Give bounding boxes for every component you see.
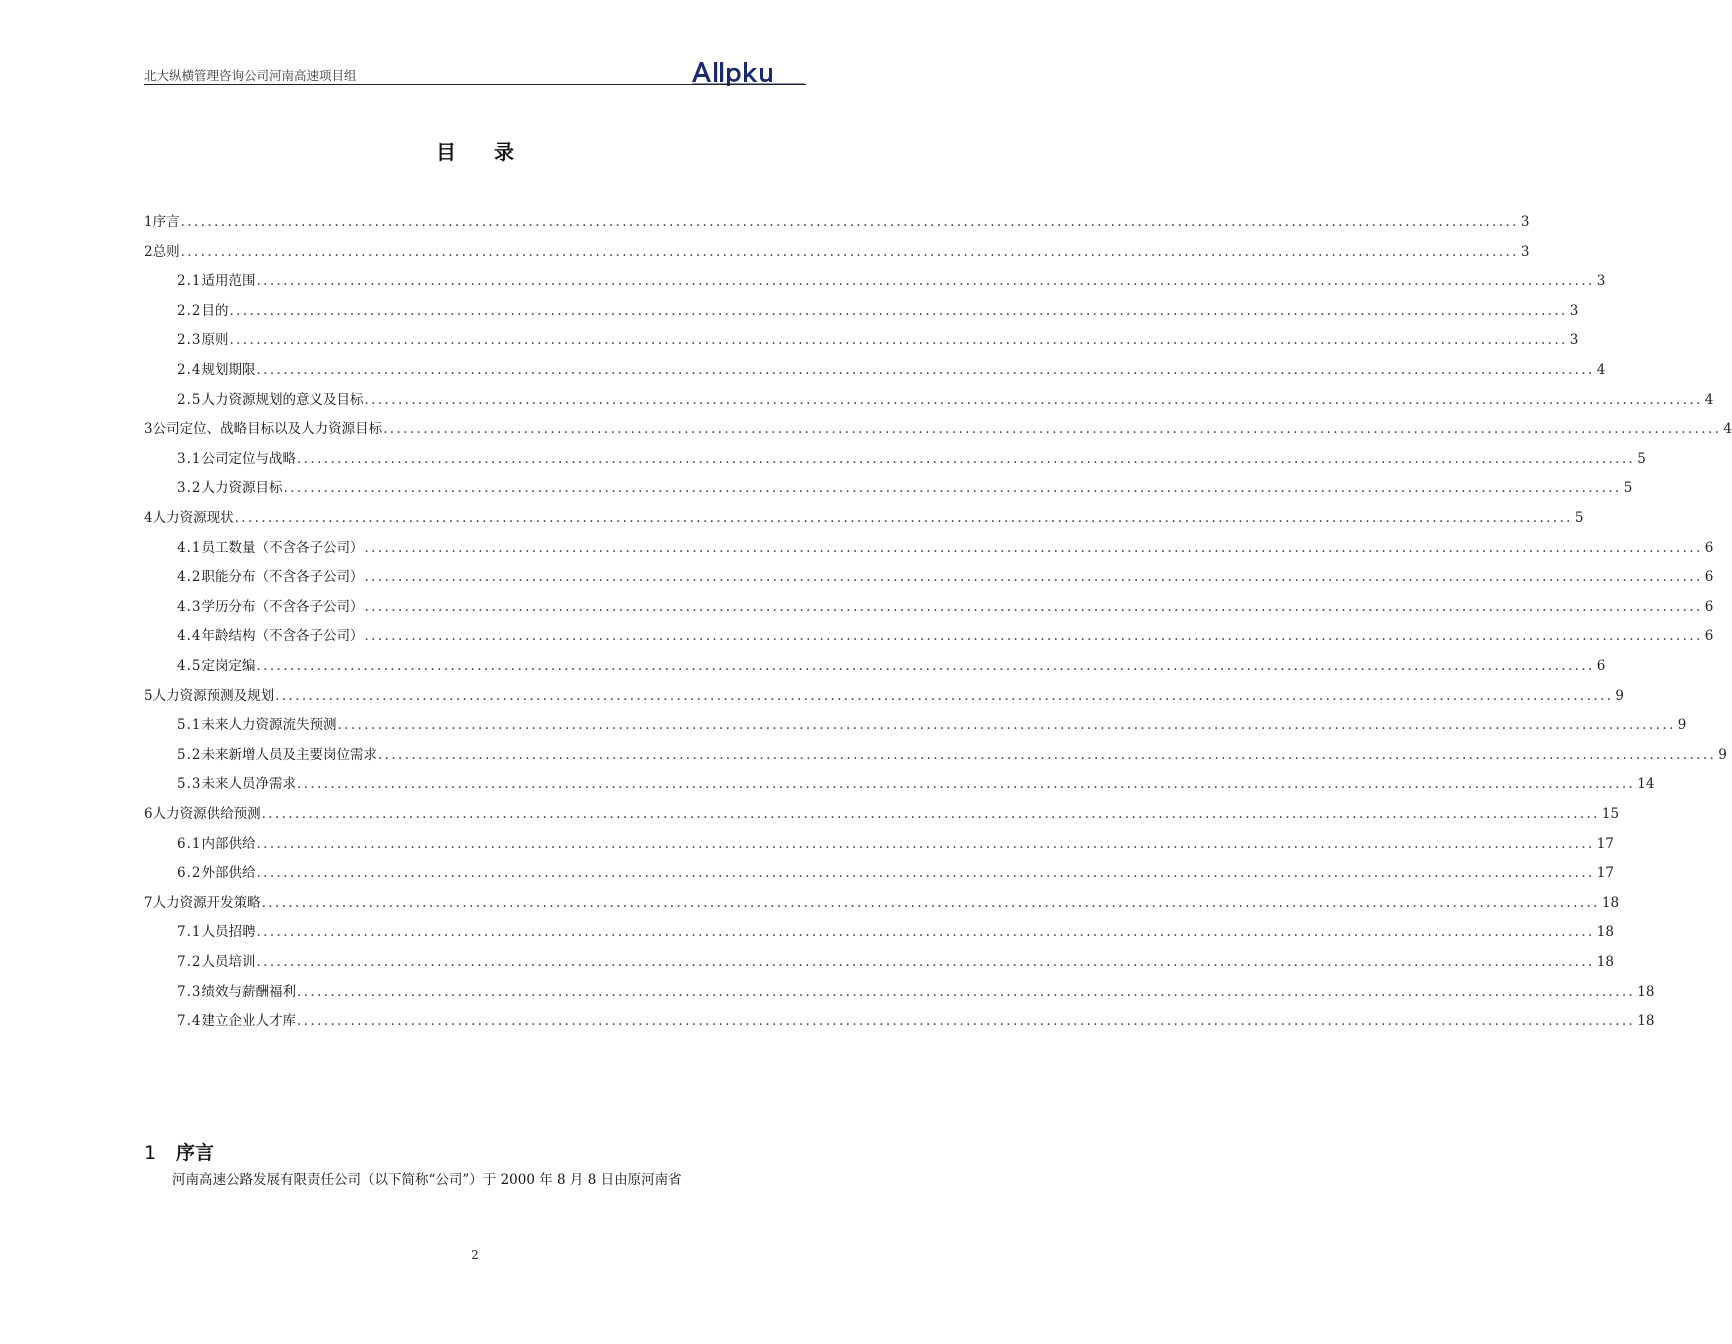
toc-leader-dots: ........................................................................................................................................................................................................ — [296, 776, 1636, 793]
toc-entry-number: 3.2 — [177, 480, 202, 497]
section-number: 1 — [144, 1142, 157, 1164]
toc-entry[interactable] — [177, 861, 1614, 885]
toc-leader-dots: ........................................................................................................................................................................................................ — [261, 894, 1600, 911]
toc-entry-number: 6 — [144, 806, 153, 822]
toc-entry[interactable] — [144, 240, 1530, 264]
toc-entry[interactable] — [177, 772, 1655, 796]
toc-entry-page: 3 — [1520, 243, 1530, 260]
toc-entry-text: 序言 — [152, 214, 180, 230]
toc-entry-page: 18 — [1596, 924, 1614, 941]
toc-leader-dots: ........................................................................................................................................................................................................ — [256, 924, 1595, 941]
toc-leader-dots: ........................................................................................................................................................................................................ — [364, 598, 1703, 615]
toc-entry[interactable] — [144, 506, 1584, 530]
toc-entry[interactable] — [144, 891, 1620, 915]
toc-entry-number: 4 — [144, 510, 153, 526]
toc-entry-page: 15 — [1601, 806, 1620, 822]
toc-entry-page: 6 — [1704, 569, 1714, 586]
toc-entry-text: 人力资源规划的意义及目标 — [201, 391, 364, 408]
toc-entry-text: 公司定位、战略目标以及人力资源目标 — [152, 421, 383, 438]
toc-leader-dots: ........................................................................................................................................................................................................ — [296, 983, 1636, 1000]
toc-leader-dots: ........................................................................................................................................................................................................ — [337, 717, 1676, 734]
toc-entry[interactable] — [177, 1009, 1655, 1033]
toc-entry-page: 18 — [1601, 894, 1620, 911]
toc-entry[interactable] — [177, 476, 1633, 500]
toc-entry-page: 18 — [1637, 983, 1655, 1000]
toc-entry-page: 3 — [1520, 214, 1530, 230]
toc-entry-number: 2.5 — [177, 391, 202, 408]
toc-entry-text: 人员招聘 — [201, 924, 256, 941]
toc-entry-page: 4 — [1596, 362, 1606, 378]
toc-entry[interactable] — [177, 950, 1614, 974]
toc-entry[interactable] — [177, 832, 1614, 856]
toc-entry-page: 6 — [1704, 598, 1714, 615]
toc-leader-dots: ........................................................................................................................................................................................................ — [256, 658, 1595, 674]
toc-entry-number: 5.1 — [177, 717, 202, 734]
toc-entry-text: 人力资源供给预测 — [152, 806, 261, 822]
toc-leader-dots: ........................................................................................................................................................................................................ — [256, 362, 1595, 378]
toc-entry-page: 5 — [1637, 450, 1646, 467]
toc-entry[interactable] — [177, 536, 1714, 560]
toc-entry-page: 4 — [1723, 421, 1732, 438]
toc-leader-dots: ........................................................................................................................................................................................................ — [296, 450, 1636, 467]
toc-entry-number: 7.1 — [177, 924, 202, 941]
toc-entry-number: 5 — [144, 687, 153, 704]
toc-entry-number: 4.5 — [177, 658, 202, 674]
toc-entry-text: 未来新增人员及主要岗位需求 — [201, 746, 377, 763]
toc-entry-page: 3 — [1569, 302, 1579, 319]
toc-entry-number: 7.3 — [177, 983, 202, 1000]
toc-entry-page: 17 — [1596, 865, 1614, 882]
toc-entry-text: 学历分布（不含各子公司） — [201, 598, 364, 615]
toc-leader-dots: ........................................................................................................................................................................................................ — [364, 391, 1703, 408]
toc-entry-text: 内部供给 — [201, 835, 256, 852]
toc-entry-page: 17 — [1596, 835, 1614, 852]
toc-leader-dots: ........................................................................................................................................................................................................ — [364, 628, 1703, 645]
toc-entry[interactable] — [144, 210, 1530, 234]
toc-leader-dots: ........................................................................................................................................................................................................ — [261, 806, 1600, 822]
toc-entry-text: 人力资源预测及规划 — [152, 687, 275, 704]
toc-leader-dots: ........................................................................................................................................................................................................ — [256, 835, 1595, 852]
toc-entry-number: 2.2 — [177, 302, 202, 319]
toc-entry-number: 6.2 — [177, 865, 202, 882]
toc-leader-dots: ........................................................................................................................................................................................................ — [296, 1013, 1636, 1030]
toc-entry-number: 7.4 — [177, 1013, 202, 1030]
toc-entry-text: 未来人力资源流失预测 — [201, 717, 337, 734]
allpku-logo — [690, 58, 806, 86]
toc-entry-number: 2 — [144, 243, 153, 260]
toc-leader-dots: ........................................................................................................................................................................................................ — [180, 214, 1519, 230]
toc-entry-number: 4.2 — [177, 569, 202, 586]
toc-leader-dots: ........................................................................................................................................................................................................ — [383, 421, 1722, 438]
toc-entry[interactable] — [177, 920, 1614, 944]
toc-entry-text: 年龄结构（不含各子公司） — [201, 628, 364, 645]
toc-entry-page: 3 — [1569, 332, 1579, 349]
toc-leader-dots: ........................................................................................................................................................................................................ — [283, 480, 1622, 497]
toc-entry-number: 3.1 — [177, 450, 202, 467]
toc-leader-dots: ........................................................................................................................................................................................................ — [256, 865, 1595, 882]
toc-entry-number: 4.3 — [177, 598, 202, 615]
header-rule — [144, 84, 806, 85]
toc-entry-page: 5 — [1574, 510, 1584, 526]
toc-entry-page: 9 — [1677, 717, 1687, 734]
toc-entry-text: 未来人员净需求 — [201, 776, 296, 793]
toc-leader-dots: ........................................................................................................................................................................................................ — [364, 569, 1703, 586]
toc-entry-text: 职能分布（不含各子公司） — [201, 569, 364, 586]
toc-entry-page: 5 — [1623, 480, 1633, 497]
toc-entry-text: 规划期限 — [201, 362, 256, 378]
toc-leader-dots: ........................................................................................................................................................................................................ — [234, 510, 1573, 526]
toc-entry-text: 公司定位与战略 — [201, 450, 296, 467]
toc-entry-text: 外部供给 — [201, 865, 256, 882]
toc-entry[interactable] — [177, 358, 1606, 382]
toc-entry-number: 7.2 — [177, 954, 202, 970]
toc-entry[interactable] — [177, 388, 1714, 412]
toc-entry[interactable] — [177, 624, 1714, 648]
section-title: 序言 — [176, 1142, 215, 1164]
toc-entry-number: 6.1 — [177, 835, 202, 852]
toc-entry[interactable] — [144, 417, 1732, 441]
toc-entry[interactable] — [177, 328, 1579, 352]
toc-entry[interactable] — [177, 269, 1606, 293]
toc-entry-number: 2.3 — [177, 332, 202, 349]
section-heading — [144, 1138, 214, 1165]
toc-entry-page: 3 — [1596, 273, 1606, 290]
toc-entry-page: 6 — [1704, 539, 1714, 556]
toc-entry-page: 4 — [1704, 391, 1714, 408]
toc-entry-number: 4.4 — [177, 628, 202, 645]
toc-entry-number: 7 — [144, 894, 153, 911]
toc-entry-page: 6 — [1704, 628, 1714, 645]
toc-entry-text: 总则 — [152, 243, 180, 260]
toc-entry-page: 14 — [1637, 776, 1655, 793]
toc-entry-text: 人力资源现状 — [152, 510, 234, 526]
toc-entry[interactable] — [177, 654, 1606, 678]
toc-entry-text: 绩效与薪酬福利 — [201, 983, 296, 1000]
toc-entry-text: 员工数量（不含各子公司） — [201, 539, 364, 556]
toc-leader-dots: ........................................................................................................................................................................................................ — [229, 302, 1568, 319]
allpku-logo-graphic — [690, 58, 806, 86]
header-text: 北大纵横管理咨询公司河南高速项目组 — [144, 68, 357, 83]
toc-entry-page: 18 — [1596, 954, 1614, 970]
toc-entry-page: 9 — [1718, 746, 1727, 763]
toc-leader-dots: ........................................................................................................................................................................................................ — [364, 539, 1703, 556]
toc-entry-number: 1 — [144, 214, 153, 230]
toc-entry[interactable] — [177, 980, 1655, 1004]
toc-entry-text: 人力资源开发策略 — [152, 894, 261, 911]
toc-entry[interactable] — [177, 743, 1727, 767]
toc-entry-text: 目的 — [201, 302, 229, 319]
toc-entry-number: 5.2 — [177, 746, 202, 763]
toc-entry[interactable] — [144, 684, 1624, 708]
toc-entry-text: 人员培训 — [201, 954, 256, 970]
toc-entry[interactable] — [144, 802, 1620, 826]
toc-entry-text: 建立企业人才库 — [201, 1013, 296, 1030]
toc-entry[interactable] — [177, 713, 1687, 737]
page-number: 2 — [471, 1248, 479, 1262]
toc-entry[interactable] — [177, 299, 1579, 323]
toc-entry-number: 4.1 — [177, 539, 202, 556]
body-paragraph: 河南高速公路发展有限责任公司（以下简称“公司”）于 2000 年 8 月 8 日由原河南省 — [172, 1172, 682, 1188]
toc-entry-text: 定岗定编 — [201, 658, 256, 674]
toc-entry-page: 6 — [1596, 658, 1606, 674]
toc-entry-page: 9 — [1615, 687, 1624, 704]
toc-entry[interactable] — [177, 595, 1714, 619]
toc-leader-dots: ........................................................................................................................................................................................................ — [256, 273, 1595, 290]
toc-entry-text: 适用范围 — [201, 273, 256, 290]
page-header — [144, 62, 806, 86]
toc-leader-dots: ........................................................................................................................................................................................................ — [377, 746, 1717, 763]
toc-entry[interactable] — [177, 447, 1646, 471]
toc-leader-dots: ........................................................................................................................................................................................................ — [229, 332, 1568, 349]
toc-entry-number: 2.4 — [177, 362, 202, 378]
toc-leader-dots: ........................................................................................................................................................................................................ — [256, 954, 1595, 970]
toc-entry-text: 原则 — [201, 332, 229, 349]
toc-entry-text: 人力资源目标 — [201, 480, 283, 497]
toc-title: 目录 — [436, 140, 552, 164]
toc-entry-page: 18 — [1637, 1013, 1655, 1030]
toc-entry-number: 2.1 — [177, 273, 202, 290]
toc-entry-number: 3 — [144, 421, 153, 438]
toc-leader-dots: ........................................................................................................................................................................................................ — [180, 243, 1519, 260]
toc-leader-dots: ........................................................................................................................................................................................................ — [275, 687, 1614, 704]
toc-entry[interactable] — [177, 565, 1714, 589]
toc-entry-number: 5.3 — [177, 776, 202, 793]
